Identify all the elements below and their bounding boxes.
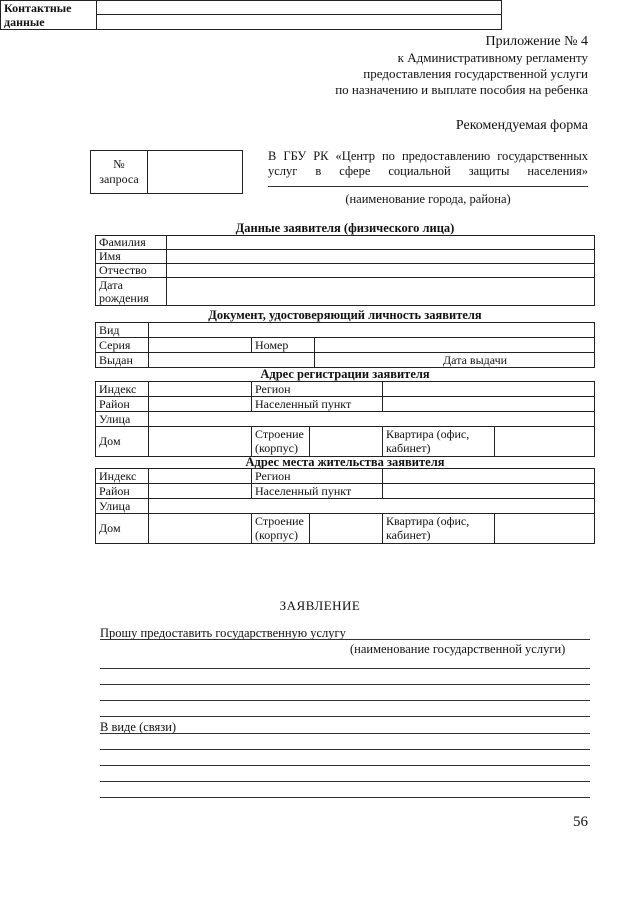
request-number-label bbox=[91, 151, 148, 193]
surname-field[interactable] bbox=[167, 236, 595, 250]
doc-issued-label: Выдан bbox=[96, 353, 149, 368]
appendix-header bbox=[335, 34, 588, 98]
city-district-line[interactable] bbox=[268, 186, 588, 187]
res-building-cell bbox=[252, 514, 383, 544]
reg-house-field[interactable] bbox=[149, 427, 252, 457]
contact-divider bbox=[97, 14, 501, 15]
res-index-field[interactable] bbox=[149, 469, 252, 484]
service-request-text: Прошу предоставить государственную услугу bbox=[100, 626, 346, 640]
service-caption: (наименование государственной услуги) bbox=[350, 642, 566, 656]
res-house-field[interactable] bbox=[149, 514, 252, 544]
applicant-section-title: Данные заявителя (физического лица) bbox=[235, 221, 455, 235]
res-index-label: Индекс bbox=[96, 469, 149, 484]
reg-house-label: Дом bbox=[96, 427, 149, 457]
res-apartment-label: Квартира (офис, кабинет) bbox=[383, 514, 495, 543]
reg-address-table bbox=[95, 381, 595, 457]
res-house-label: Дом bbox=[96, 514, 149, 544]
form-line-1[interactable] bbox=[100, 733, 590, 734]
reg-apartment-cell bbox=[383, 427, 595, 457]
reg-district-field[interactable] bbox=[149, 397, 252, 412]
request-number-word: запроса bbox=[99, 172, 139, 186]
service-line-4[interactable] bbox=[100, 700, 590, 701]
service-line-5[interactable] bbox=[100, 716, 590, 717]
doc-issued-field[interactable] bbox=[149, 353, 315, 368]
reg-index-label: Индекс bbox=[96, 382, 149, 397]
res-address-table bbox=[95, 468, 595, 544]
document-table bbox=[95, 322, 595, 368]
reg-building-field[interactable] bbox=[310, 427, 382, 456]
res-region-label: Регион bbox=[252, 469, 383, 484]
form-line-5[interactable] bbox=[100, 797, 590, 798]
dob-label bbox=[96, 278, 167, 306]
city-district-caption: (наименование города, района) bbox=[345, 192, 511, 206]
res-apartment-field[interactable] bbox=[495, 514, 594, 543]
res-address-section-title: Адрес места жительства заявителя bbox=[245, 455, 445, 469]
name-field[interactable] bbox=[167, 250, 595, 264]
document-section-title: Документ, удостоверяющий личность заявителя bbox=[208, 308, 482, 322]
appendix-line-3: предоставления государственной услуги bbox=[363, 66, 588, 81]
reg-district-label: Район bbox=[96, 397, 149, 412]
reg-region-field[interactable] bbox=[383, 382, 595, 397]
appendix-line-1: Приложение № 4 bbox=[485, 34, 588, 49]
doc-number-label: Номер bbox=[252, 338, 315, 353]
service-line-2[interactable] bbox=[100, 668, 590, 669]
res-district-label: Район bbox=[96, 484, 149, 499]
patronymic-field[interactable] bbox=[167, 264, 595, 278]
reg-index-field[interactable] bbox=[149, 382, 252, 397]
patronymic-label: Отчество bbox=[96, 264, 167, 278]
form-line-3[interactable] bbox=[100, 765, 590, 766]
contact-box bbox=[0, 0, 502, 30]
recommended-form-label: Рекомендуемая форма bbox=[455, 118, 588, 133]
form-line-2[interactable] bbox=[100, 749, 590, 750]
request-number-sign: № bbox=[113, 157, 125, 171]
contact-field[interactable] bbox=[97, 1, 501, 29]
organization-block bbox=[268, 149, 588, 179]
doc-number-field[interactable] bbox=[315, 338, 595, 353]
res-building-field[interactable] bbox=[310, 514, 382, 543]
request-number-field[interactable] bbox=[148, 151, 242, 193]
reg-region-label: Регион bbox=[252, 382, 383, 397]
res-building-label: Строение (корпус) bbox=[252, 514, 310, 543]
reg-settlement-field[interactable] bbox=[383, 397, 595, 412]
reg-settlement-label: Населенный пункт bbox=[252, 397, 383, 412]
doc-series-label: Серия bbox=[96, 338, 149, 353]
res-settlement-field[interactable] bbox=[383, 484, 595, 499]
doc-type-field[interactable] bbox=[149, 323, 595, 338]
dob-label-line-2: рождения bbox=[99, 290, 149, 305]
request-number-box bbox=[90, 150, 243, 194]
organization-line-2: услуг в сфере социальной защиты населения» bbox=[268, 164, 588, 178]
doc-issue-date-label: Дата выдачи bbox=[315, 353, 595, 368]
res-settlement-label: Населенный пункт bbox=[252, 484, 383, 499]
reg-street-field[interactable] bbox=[149, 412, 595, 427]
res-apartment-cell bbox=[383, 514, 595, 544]
contact-label: Контактные данные bbox=[1, 1, 97, 29]
service-line-1[interactable] bbox=[100, 639, 590, 640]
res-street-field[interactable] bbox=[149, 499, 595, 514]
reg-address-section-title: Адрес регистрации заявителя bbox=[260, 367, 430, 381]
reg-street-label: Улица bbox=[96, 412, 149, 427]
service-line-3[interactable] bbox=[100, 684, 590, 685]
name-label: Имя bbox=[96, 250, 167, 264]
res-district-field[interactable] bbox=[149, 484, 252, 499]
reg-building-label: Строение (корпус) bbox=[252, 427, 310, 456]
reg-building-cell bbox=[252, 427, 383, 457]
res-region-field[interactable] bbox=[383, 469, 595, 484]
applicant-table bbox=[95, 235, 595, 306]
dob-field[interactable] bbox=[167, 278, 595, 306]
in-form-text: В виде (связи) bbox=[100, 720, 177, 734]
surname-label: Фамилия bbox=[96, 236, 167, 250]
doc-type-label: Вид bbox=[96, 323, 149, 338]
reg-apartment-field[interactable] bbox=[495, 427, 594, 456]
page-number: 56 bbox=[573, 814, 588, 830]
reg-apartment-label: Квартира (офис, кабинет) bbox=[383, 427, 495, 456]
appendix-line-4: по назначению и выплате пособия на ребенка bbox=[335, 82, 588, 97]
organization-line-1: В ГБУ РК «Центр по предоставлению государственных bbox=[268, 149, 588, 163]
statement-title: ЗАЯВЛЕНИЕ bbox=[279, 598, 361, 613]
doc-series-field[interactable] bbox=[149, 338, 252, 353]
appendix-line-2: к Административному регламенту bbox=[397, 50, 588, 65]
dob-label-line-1: Дата bbox=[99, 277, 123, 292]
form-line-4[interactable] bbox=[100, 781, 590, 782]
res-street-label: Улица bbox=[96, 499, 149, 514]
